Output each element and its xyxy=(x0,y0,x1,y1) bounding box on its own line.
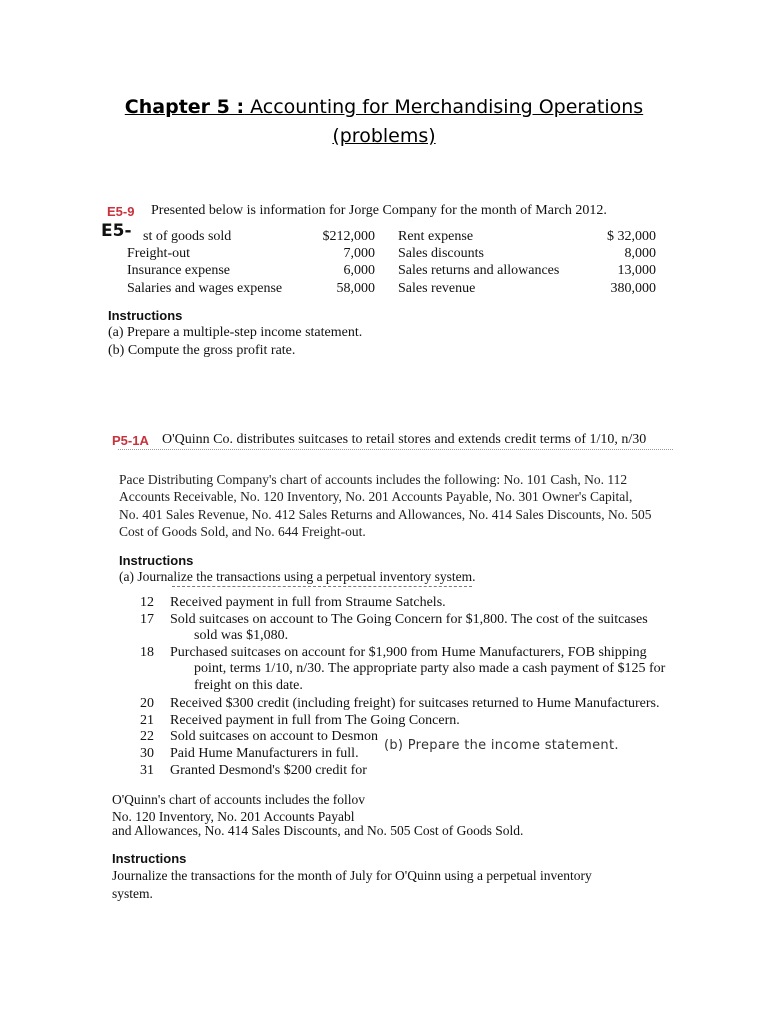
e59-code: E5-9 xyxy=(107,204,135,219)
cutoff-line-remnant xyxy=(118,449,673,453)
e59-row3-right-label: Sales returns and allowances xyxy=(398,263,560,278)
tx-day: 21 xyxy=(140,713,154,728)
p51a-instructions-line2: system. xyxy=(112,886,153,901)
e59-instruction-a: (a) Prepare a multiple-step income statement. xyxy=(108,325,363,340)
pace-instruction-a: (a) Journalize the transactions using a perpetual inventory system. xyxy=(119,569,476,584)
chapter-subtitle-line2: (problems) xyxy=(332,125,436,147)
tx-day: 12 xyxy=(140,595,154,610)
e59-row1-label: st of goods sold xyxy=(143,229,232,244)
tx-line: point, terms 1/10, n/30. The appropriate party also made a cash payment of $125 for xyxy=(194,661,666,676)
e59-row3-right-value: 13,000 xyxy=(617,263,656,278)
tx-day: 31 xyxy=(140,763,154,778)
tx-line: Received payment in full from Straume Satchels. xyxy=(170,595,446,610)
p51a-instructions-heading: Instructions xyxy=(112,851,187,866)
e59-row2-right-label: Sales discounts xyxy=(398,246,484,261)
e59-row2-right-value: 8,000 xyxy=(624,246,656,261)
pace-line3: No. 401 Sales Revenue, No. 412 Sales Returns and Allowances, No. 414 Sales Discounts, No. 505 xyxy=(119,507,652,522)
e5-overlay-label: E5- xyxy=(101,221,132,241)
e59-row3-value: 6,000 xyxy=(343,263,375,278)
cutoff-text-remnant xyxy=(172,586,472,591)
tx-day: 18 xyxy=(140,645,154,660)
chart-line2: No. 120 Inventory, No. 201 Accounts Payabl xyxy=(112,809,355,824)
tx-line: sold was $1,080. xyxy=(194,628,289,643)
e59-instruction-b: (b) Compute the gross profit rate. xyxy=(108,343,296,358)
p51a-intro: O'Quinn Co. distributes suitcases to retail stores and extends credit terms of 1/10, n/30 xyxy=(162,432,647,447)
e59-row2-value: 7,000 xyxy=(343,246,375,261)
e59-row2-label: Freight-out xyxy=(127,246,190,261)
tx-day: 17 xyxy=(140,612,154,627)
p51a-instructions-line1: Journalize the transactions for the month of July for O'Quinn using a perpetual inventory xyxy=(112,868,592,883)
tx-line: Purchased suitcases on account for $1,900 from Hume Manufacturers, FOB shipping xyxy=(170,645,647,660)
tx-line: Sold suitcases on account to Desmon xyxy=(170,729,379,744)
chart-line3: and Allowances, No. 414 Sales Discounts, and No. 505 Cost of Goods Sold. xyxy=(112,823,524,838)
tx-day: 20 xyxy=(140,696,154,711)
tx-line: Paid Hume Manufacturers in full. xyxy=(170,746,359,761)
chapter-subtitle: Accounting for Merchandising Operations xyxy=(244,96,644,118)
pace-line2: Accounts Receivable, No. 120 Inventory, No. 201 Accounts Payable, No. 301 Owner's Capital, xyxy=(119,489,633,504)
tx-line: Received payment in full from The Going Concern. xyxy=(170,713,460,728)
tx-line: Sold suitcases on account to The Going Concern for $1,800. The cost of the suitcases xyxy=(170,612,648,627)
p51a-code: P5-1A xyxy=(112,433,149,448)
e59-row4-value: 58,000 xyxy=(336,281,375,296)
e59-row4-right-value: 380,000 xyxy=(610,281,656,296)
chapter-label: Chapter 5 : xyxy=(124,96,245,118)
tx-day: 30 xyxy=(140,746,154,761)
e59-row3-label: Insurance expense xyxy=(127,263,231,278)
chart-line1: O'Quinn's chart of accounts includes the follov xyxy=(112,792,366,807)
tx-line: Granted Desmond's $200 credit for xyxy=(170,763,367,778)
tx-day: 22 xyxy=(140,729,154,744)
e59-row1-right-value: $ 32,000 xyxy=(607,229,656,244)
e59-row4-right-label: Sales revenue xyxy=(398,281,476,296)
e59-row1-value: $212,000 xyxy=(322,229,375,244)
e59-row4-label: Salaries and wages expense xyxy=(127,281,283,296)
e59-instructions-heading: Instructions xyxy=(108,308,183,323)
e59-row1-right-label: Rent expense xyxy=(398,229,474,244)
pace-line4: Cost of Goods Sold, and No. 644 Freight-out. xyxy=(119,524,366,539)
e59-intro: Presented below is information for Jorge Company for the month of March 2012. xyxy=(151,203,607,218)
overlay-instruction-b: (b) Prepare the income statement. xyxy=(384,738,619,753)
tx-line: freight on this date. xyxy=(194,678,303,693)
pace-instructions-heading: Instructions xyxy=(119,553,194,568)
page-title xyxy=(0,92,768,122)
tx-line: Received $300 credit (including freight) for suitcases returned to Hume Manufacturers. xyxy=(170,696,660,711)
pace-line1: Pace Distributing Company's chart of accounts includes the following: No. 101 Cash, No. 112 xyxy=(119,472,628,487)
